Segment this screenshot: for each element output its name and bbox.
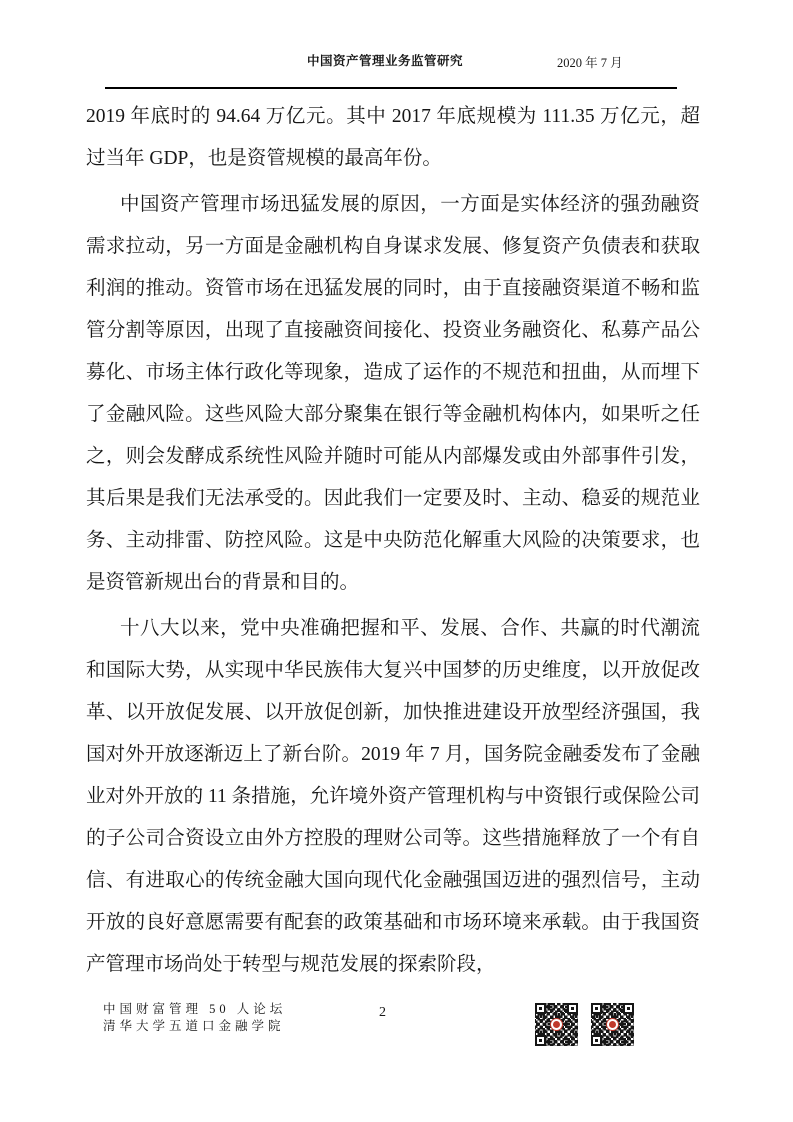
paragraph-market-development: 中国资产管理市场迅猛发展的原因，一方面是实体经济的强劲融资需求拉动，另一方面是金融机构自身谋求发展、修复资产负债表和获取利润的推动。资管市场在迅猛发展的同时，由于直接融资渠道不畅和监管分割等原因，出现了直接融资间接化、投资业务融资化、私募产品公募化、市场主体行政化等现象，造成了运作的不规范和扭曲，从而埋下了金融风险。这些风险大部分聚集在银行等金融机构体内，如果听之任之，则会发酵成系统性风险并随时可能从内部爆发或由外部事件引发，其后果是我们无法承受的。因此我们一定要及时、主动、稳妥的规范业务、主动排雷、防控风险。这是中央防范化解重大风险的决策要求，也是资管新规出台的背景和目的。 <box>86 194 700 593</box>
document-header-title: 中国资产管理业务监管研究 <box>306 54 463 68</box>
qr-finder-icon <box>591 1035 602 1046</box>
qr-code-right-icon <box>591 1003 634 1046</box>
footer-org-line-2: 清华大学五道口金融学院 <box>103 1019 285 1033</box>
qr-finder-icon <box>535 1035 546 1046</box>
paragraph-continuation: 2019 年底时的 94.64 万亿元。其中 2017 年底规模为 111.35 万亿元，超过当年 GDP，也是资管规模的最高年份。 <box>86 106 700 169</box>
footer-org-line-1: 中国财富管理 50 人论坛 <box>103 1002 287 1016</box>
qr-finder-icon <box>535 1003 546 1014</box>
qr-finder-icon <box>623 1003 634 1014</box>
qr-red-seal-icon <box>550 1018 563 1031</box>
header-divider-line <box>105 87 677 89</box>
page-number: 2 <box>379 1005 386 1020</box>
paragraph-opening-up: 十八大以来，党中央准确把握和平、发展、合作、共赢的时代潮流和国际大势，从实现中华民族伟大复兴中国梦的历史维度，以开放促改革、以开放促发展、以开放促创新，加快推进建设开放型经济强国，我国对外开放逐渐迈上了新台阶。2019 年 7 月，国务院金融委发布了金融业对外开放的 11 条措施，允许境外资产管理机构与中资银行或保险公司的子公司合资设立由外方控股的理财公司等。这些措施释放了一个有自信、有进取心的传统金融大国向现代化金融强国迈进的强烈信号，主动开放的良好意愿需要有配套的政策基础和市场环境来承载。由于我国资产管理市场尚处于转型与规范发展的探索阶段， <box>86 618 700 975</box>
footer-organizations <box>103 1001 286 1035</box>
document-header-date: 2020 年 7 月 <box>557 56 623 70</box>
qr-red-seal-icon <box>606 1018 619 1031</box>
qr-finder-icon <box>567 1003 578 1014</box>
document-body <box>86 96 700 990</box>
qr-finder-icon <box>591 1003 602 1014</box>
qr-code-left-icon <box>535 1003 578 1046</box>
